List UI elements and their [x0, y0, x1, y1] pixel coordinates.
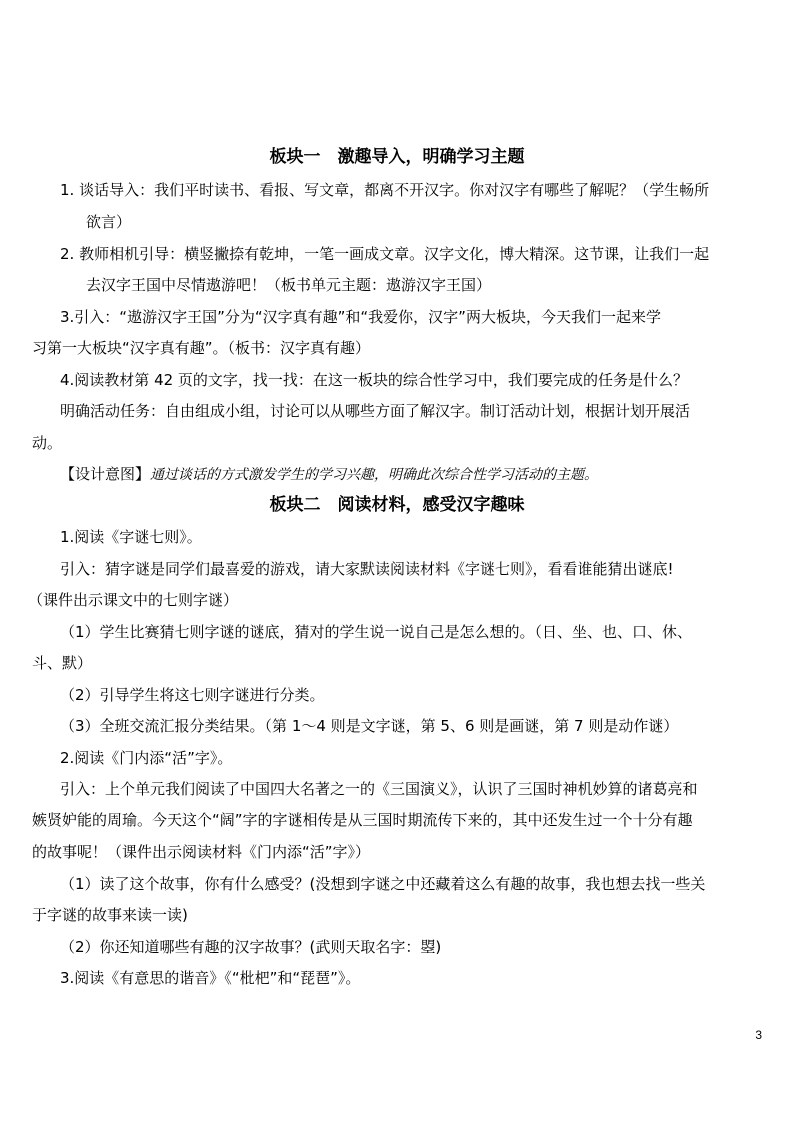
- paragraph-line: （1）学生比赛猜七则字谜的谜底，猜对的学生说一说自己是怎么想的。（日、坐、也、口、休、: [60, 623, 693, 641]
- paragraph-line: 的故事呢！（课件出示阅读材料《门内添“活”字》）: [32, 843, 371, 861]
- section-heading-1: 板块一 激趣导入，明确学习主题: [269, 147, 525, 167]
- page-number: 3: [755, 1028, 762, 1042]
- paragraph-line: 明确活动任务：自由组成小组，讨论可以从哪些方面了解汉字。制订活动计划，根据计划开展活: [60, 402, 691, 420]
- paragraph-line: 1.阅读《字谜七则》。: [60, 528, 202, 546]
- paragraph-line: （3）全班交流汇报分类结果。（第 1～4 则是文字谜，第 5、6 则是画谜，第 7 则是动作谜）: [60, 717, 679, 735]
- paragraph-line: 习第一大板块“汉字真有趣”。（板书：汉字真有趣）: [32, 339, 371, 357]
- paragraph-line: 去汉字王国中尽情遨游吧！（板书单元主题：遨游汉字王国）: [86, 276, 492, 294]
- section-heading-2: 板块二 阅读材料，感受汉字趣味: [269, 495, 525, 515]
- paragraph-line: 引入：上个单元我们阅读了中国四大名著之一的《三国演义》，认识了三国时神机妙算的诸葛亮和: [60, 780, 698, 798]
- design-intent-label: 【设计意图】: [60, 465, 151, 483]
- paragraph-line: 3.阅读《有意思的谐音》《“枇杷”和“琵琶”》。: [60, 969, 361, 987]
- paragraph-line: （1）读了这个故事，你有什么感受？(没想到字谜之中还藏着这么有趣的故事，我也想去找一些关: [60, 875, 706, 893]
- paragraph-line: （课件出示课文中的七则字谜）: [28, 591, 239, 609]
- paragraph-line: 嫉贤妒能的周瑜。今天这个“阔”字的字谜相传是从三国时期流传下来的，其中还发生过一个十分有趣: [32, 811, 693, 829]
- paragraph-line: 4.阅读教材第 42 页的文字，找一找：在这一板块的综合性学习中，我们要完成的任务是什么？: [60, 371, 688, 389]
- design-intent-line: [60, 464, 794, 485]
- paragraph-line: 斗、默）: [32, 654, 93, 672]
- paragraph-line: 欲言）: [86, 213, 132, 231]
- paragraph-line: 1. 谈话导入：我们平时读书、看报、写文章，都离不开汉字。你对汉字有哪些了解呢？（学生畅所: [60, 181, 710, 199]
- paragraph-line: 2. 教师相机引导：横竖撇捺有乾坤，一笔一画成文章。汉字文化，博大精深。这节课，让我们一起: [60, 245, 710, 263]
- paragraph-line: 2.阅读《门内添“活”字》。: [60, 749, 233, 767]
- paragraph-line: 引入：猜字谜是同学们最喜爱的游戏，请大家默读阅读材料《字谜七则》，看看谁能猜出谜底!: [60, 560, 674, 578]
- paragraph-line: （2）你还知道哪些有趣的汉字故事？(武则天取名字：曌): [60, 938, 442, 956]
- paragraph-line: 于字谜的故事来读一读): [32, 906, 188, 924]
- paragraph-line: 动。: [32, 434, 63, 452]
- paragraph-line: （2）引导学生将这七则字谜进行分类。: [60, 686, 325, 704]
- design-intent-text: 通过谈话的方式激发学生的学习兴趣，明确此次综合性学习活动的主题。: [150, 467, 599, 483]
- paragraph-line: 3.引入：“遨游汉字王国”分为“汉字真有趣”和“我爱你，汉字”两大板块，今天我们一起来学: [60, 308, 661, 326]
